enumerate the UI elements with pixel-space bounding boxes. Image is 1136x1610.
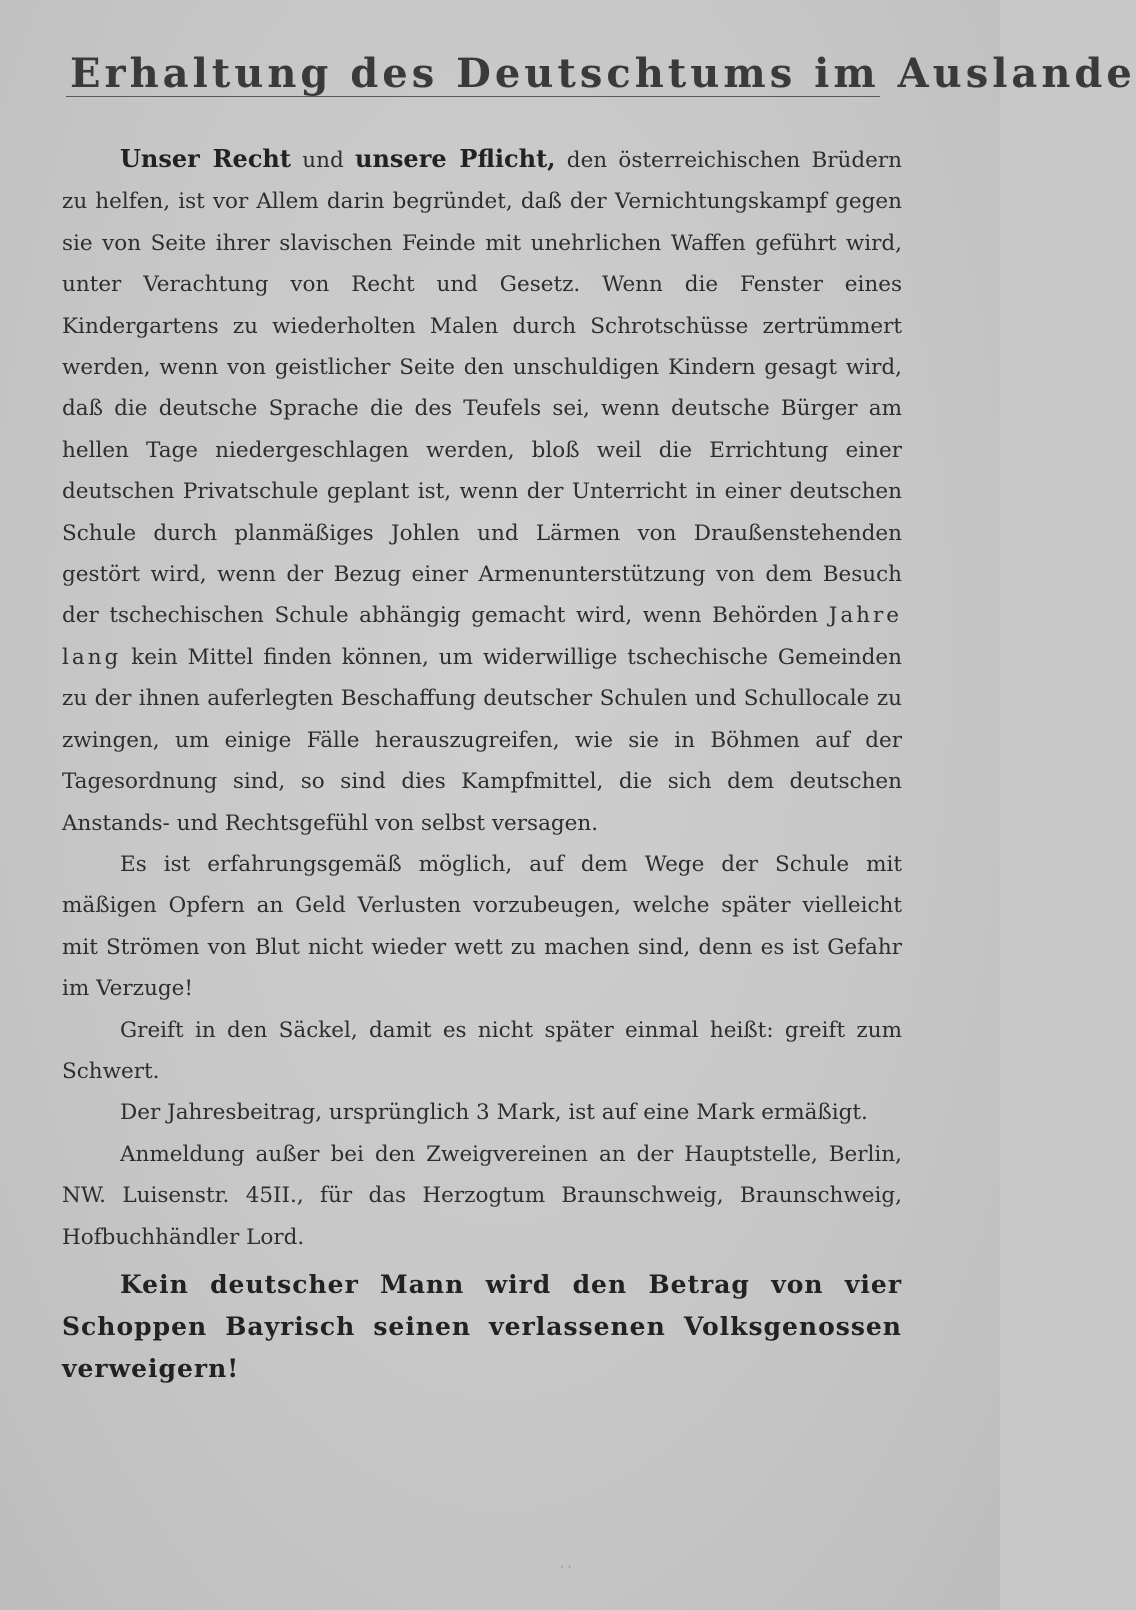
paragraph-registration: Anmeldung außer bei den Zweigvereinen an der Hauptstelle, Berlin, NW. Luisenstr. 45II., für das Herzogtum Braunschweig, Braunschweig, Hofbuchhändler Lord. — [62, 1141, 902, 1250]
paragraph-body-text-end: kein Mittel finden können, um widerwillige tschechische Gemeinden zu der ihnen auferlegten Beschaffung deutscher Schulen und Schullocale zu zwingen, um einige Fälle herauszugreifen, wie sie in Böhmen auf der Tagesordnung sind, so sind dies Kampfmittel, die sich dem deutschen Anstands- und Rechtsgefühl von selbst versagen. — [62, 644, 902, 836]
paragraph-rights-and-duty — [62, 138, 902, 844]
spaced-phrase: Jahre lang — [62, 603, 902, 670]
page-title: Erhaltung des Deutschtums im Auslande — [70, 50, 1136, 97]
paragraph-appeal: Greift in den Säckel, damit es nicht später einmal heißt: greift zum Schwert. — [62, 1017, 902, 1084]
lead-phrase-pflicht: unsere Pflicht, — [355, 144, 556, 173]
paragraph-school-prevention: Es ist erfahrungsgemäß möglich, auf dem Wege der Schule mit mäßigen Opfern an Geld Verlusten vorzubeugen, welche später vielleicht mit Strömen von Blut nicht wieder wett zu machen sind, denn es ist Gefahr im Verzuge! — [62, 851, 902, 1002]
paragraph-annual-fee: Der Jahresbeitrag, ursprünglich 3 Mark, ist auf eine Mark ermäßigt. — [120, 1100, 868, 1126]
document-body — [62, 138, 902, 1390]
paper-speck-decoration: · · — [560, 1560, 572, 1574]
paragraph-body-text: den österreichischen Brüdern zu helfen, ist vor Allem darin begründet, daß der Vernichtungskampf gegen sie von Seite ihrer slavischen Feinde mit unehrlichen Waffen geführt wird, unter Verachtung von Recht und Gesetz. Wenn die Fenster eines Kindergartens zu wiederholten Malen durch Schrotschüsse zertrümmert werden, wenn von geistlicher Seite den unschuldigen Kindern gesagt wird, daß die deutsche Sprache die des Teufels sei, wenn deutsche Bürger am hellen Tage niedergeschlagen werden, bloß weil die Errichtung einer deutschen Privatschule geplant ist, wenn der Unterricht in einer deutschen Schule durch planmäßiges Johlen und Lärmen von Draußenstehenden gestört wird, wenn der Bezug einer Armenunterstützung von dem Besuch der tschechischen Schule abhängig gemacht wird, wenn Behörden — [62, 148, 902, 629]
lead-phrase-recht: Unser Recht — [120, 144, 291, 173]
lead-joiner: und — [290, 148, 356, 173]
paragraph-closing-appeal: Kein deutscher Mann wird den Betrag von vier Schoppen Bayrisch seinen verlassenen Volksgenossen verweigern! — [62, 1269, 902, 1383]
title-divider — [66, 96, 880, 97]
